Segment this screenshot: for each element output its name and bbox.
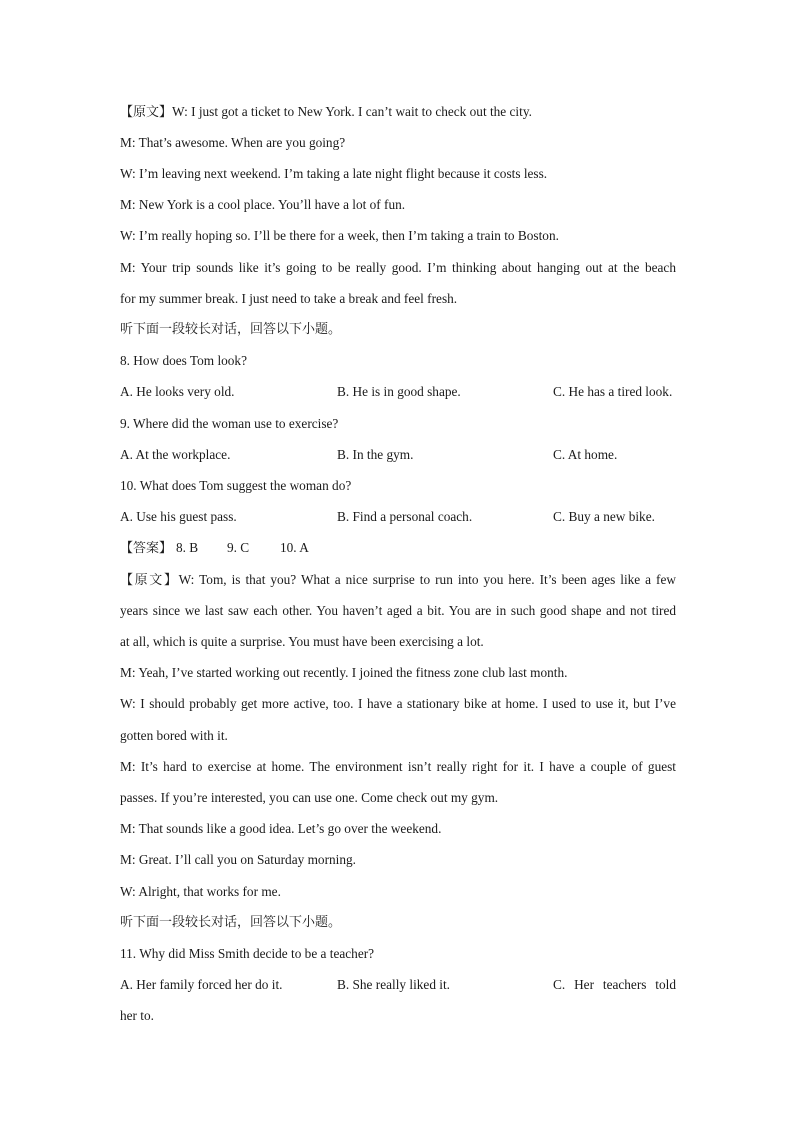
option-b: B. He is in good shape. (337, 384, 461, 399)
transcript-line: M: That’s awesome. When are you going? (120, 135, 346, 150)
transcript-line: W: I’m really hoping so. I’ll be there for a week, then I’m taking a train to Boston. (120, 228, 559, 243)
option-c: C. Her teachers told (553, 977, 676, 992)
transcript-line: M: It’s hard to exercise at home. The environment isn’t really right for it. I have a couple of guest (120, 759, 676, 774)
transcript-line: years since we last saw each other. You haven’t aged a bit. You are in such good shape and not tired (120, 603, 676, 618)
option-continuation: her to. (120, 1008, 154, 1023)
option-a: A. He looks very old. (120, 384, 235, 399)
transcript-line: M: Great. I’ll call you on Saturday morning. (120, 852, 356, 867)
transcript-tag: 【原文】 (120, 573, 179, 588)
transcript-line: W: Alright, that works for me. (120, 884, 281, 899)
question-text: 11. Why did Miss Smith decide to be a teacher? (120, 946, 375, 961)
transcript-tag: 【原文】 (120, 105, 173, 120)
transcript-line: M: Your trip sounds like it’s going to be really good. I’m thinking about hanging out at the beach (120, 260, 676, 275)
transcript-line: gotten bored with it. (120, 728, 228, 743)
transcript-line: at all, which is quite a surprise. You must have been exercising a lot. (120, 634, 484, 649)
transcript-line: for my summer break. I just need to take a break and feel fresh. (120, 291, 458, 306)
option-a: A. Use his guest pass. (120, 509, 237, 524)
transcript-line: passes. If you’re interested, you can use one. Come check out my gym. (120, 790, 499, 805)
option-c: C. He has a tired look. (553, 384, 673, 399)
transcript-line: 【原文】W: Tom, is that you? What a nice surprise to run into you here. It’s been ages like a few (120, 572, 676, 588)
question-text: 8. How does Tom look? (120, 353, 247, 368)
answer-line (120, 540, 676, 557)
option-b: B. In the gym. (337, 447, 414, 462)
option-b: B. She really liked it. (337, 977, 451, 992)
answer-item: 9. C (227, 540, 250, 555)
section-heading: 听下面一段较长对话，回答以下小题。 (120, 915, 342, 930)
answer-item: 10. A (280, 540, 309, 555)
option-a: A. At the workplace. (120, 447, 231, 462)
question-text: 9. Where did the woman use to exercise? (120, 416, 339, 431)
question-text: 10. What does Tom suggest the woman do? (120, 478, 352, 493)
answer-tag: 【答案】 (120, 541, 173, 556)
section-heading: 听下面一段较长对话，回答以下小题。 (120, 322, 342, 337)
transcript-line: 【原文】W: I just got a ticket to New York. I can’t wait to check out the city. (120, 104, 532, 120)
transcript-line: M: That sounds like a good idea. Let’s go over the weekend. (120, 821, 442, 836)
transcript-line: W: I’m leaving next weekend. I’m taking a late night flight because it costs less. (120, 166, 548, 181)
transcript-line: M: New York is a cool place. You’ll have a lot of fun. (120, 197, 406, 212)
option-b: B. Find a personal coach. (337, 509, 473, 524)
answer-item: 8. B (176, 540, 199, 555)
option-c: C. At home. (553, 447, 618, 462)
transcript-line: W: I should probably get more active, too. I have a stationary bike at home. I used to use it, but I’ve (120, 696, 676, 711)
option-a: A. Her family forced her do it. (120, 977, 283, 992)
option-c: C. Buy a new bike. (553, 509, 655, 524)
transcript-line: M: Yeah, I’ve started working out recently. I joined the fitness zone club last month. (120, 665, 568, 680)
